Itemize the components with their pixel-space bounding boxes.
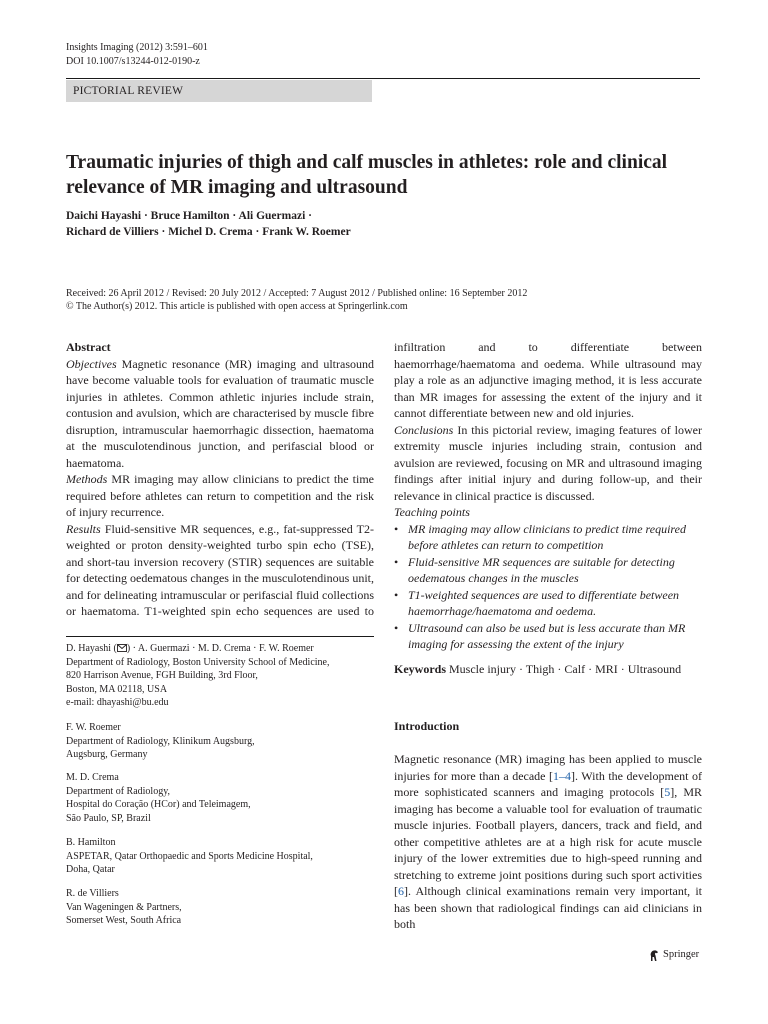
keywords-label: Keywords: [394, 662, 446, 676]
journal-citation: Insights Imaging (2012) 3:591–601: [66, 42, 208, 53]
conclusions-label: Conclusions: [394, 422, 454, 437]
publisher-logo: [648, 948, 699, 962]
affiliation-line: Department of Radiology, Klinikum Augsburg,: [66, 735, 255, 747]
teaching-points-label: Teaching points: [394, 505, 470, 519]
footnote-rule: [66, 636, 374, 637]
abstract-objectives: [66, 356, 374, 472]
introduction-body: [394, 751, 702, 933]
teaching-point: • Ultrasound can also be used but is less accurate than MR imaging for assessing the extent of the injury: [394, 620, 702, 653]
methods-text: MR imaging may allow clinicians to predict the time required before athletes can return to competition and the risk of injury recurrence.: [66, 472, 374, 519]
affiliation-authors: [66, 642, 374, 656]
envelope-icon[interactable]: [117, 644, 127, 652]
affiliation-authors: F. W. Roemer: [66, 722, 121, 733]
received-dates: Received: 26 April 2012 / Revised: 20 July 2012 / Accepted: 7 August 2012 / Published online: 16 September 2012: [66, 288, 528, 299]
affiliation-block: [66, 721, 374, 762]
intro-text: ]. Although clinical examinations remain very important, it has been shown that radiological findings can aid clinicians in both: [394, 884, 702, 931]
intro-text: Magnetic resonance (MR) imaging has been applied to muscle injuries for more than a decade [: [394, 752, 702, 783]
affiliation-line: 820 Harrison Avenue, FGH Building, 3rd Floor,: [66, 670, 258, 681]
section-label: PICTORIAL REVIEW: [66, 80, 372, 102]
affiliation-line: Department of Radiology,: [66, 785, 171, 797]
affiliation-line: São Paulo, SP, Brazil: [66, 812, 151, 824]
doi: DOI 10.1007/s13244-012-0190-z: [66, 56, 200, 67]
affiliation-authors-text: ) · A. Guermazi · M. D. Crema · F. W. Roemer: [126, 643, 314, 654]
citation-link[interactable]: 6: [398, 884, 404, 898]
springer-horse-icon: [648, 949, 660, 962]
author-list: [66, 208, 686, 240]
results-continuation: infiltration and to differentiate between haemorrhage/haematoma and oedema. While ultrasound may play a role as an adjunctive imaging method, it is less accurate than MR images for assessing the extent of the injury and it cannot differentiate between new and old injuries.: [394, 340, 702, 420]
abstract-methods: [66, 471, 374, 521]
affiliation-block: [66, 887, 374, 928]
affiliation-line: Boston, MA 02118, USA: [66, 683, 168, 695]
affiliation-authors: R. de Villiers: [66, 888, 119, 899]
article-history: [66, 288, 686, 313]
affiliation-block: [66, 642, 374, 710]
citation-link[interactable]: 5: [664, 785, 671, 799]
intro-text: ], MR imaging has become a valuable tool for evaluation of traumatic muscle injuries. Football players, dancers, track and field, and other competitive athletes are at a high risk for acute muscle injury of the lower extremities due to high-speed running and stretching to extreme joint positions during such sport activities [: [394, 785, 703, 898]
affiliation-authors-text: D. Hayashi (: [66, 643, 117, 654]
affiliation-authors: B. Hamilton: [66, 837, 116, 848]
header-rule: [66, 78, 700, 79]
affiliation-block: [66, 836, 374, 877]
results-label: Results: [66, 521, 101, 536]
citation-link[interactable]: 1–4: [553, 768, 572, 783]
abstract-conclusions: [394, 422, 702, 505]
affiliation-line: Doha, Qatar: [66, 864, 115, 875]
affiliation-line: Hospital do Coração (HCor) and Teleimagem,: [66, 799, 251, 810]
author-line: Richard de Villiers · Michel D. Crema · Frank W. Roemer: [66, 226, 351, 238]
intro-text: ]. With the development of more sophisticated scanners and imaging protocols [: [394, 768, 702, 799]
affiliation-line: Van Wageningen & Partners,: [66, 901, 182, 913]
publisher-name: Springer: [663, 949, 700, 960]
teaching-points-list: [394, 521, 702, 653]
article-title: Traumatic injuries of thigh and calf muscles in athletes: role and clinical relevance of MR imaging and ultrasound: [66, 152, 668, 199]
affiliation-line: Department of Radiology, Boston University School of Medicine,: [66, 656, 330, 668]
introduction-heading: Introduction: [394, 719, 460, 733]
abstract-heading: Abstract: [66, 340, 111, 354]
introduction-paragraph: [394, 751, 702, 933]
abstract-results: [66, 521, 374, 622]
abstract-column: [66, 339, 374, 622]
results-text: Fluid-sensitive MR sequences, e.g., fat-suppressed T2-weighted or proton density-weighted turbo spin echo (TSE), and short-tau inversion recovery (STIR) sequences are suitable for detecting oedematous changes in the musculotendinous unit, and for delineating intramuscular or perifascial fluid collections or haematoma. T1-weighted spin echo sequences are used to: [66, 521, 374, 618]
keywords-text: Muscle injury · Thigh · Calf · MRI · Ultrasound: [449, 662, 682, 676]
keywords: [394, 661, 702, 678]
objectives-text: Magnetic resonance (MR) imaging and ultrasound have become valuable tools for evaluation of traumatic muscle injuries in athletes. Common athletic injuries include strain, contusion and avulsion, which are characterised by muscle fibre disruption, intramuscular haemorrhagic dissection, haematoma at the musculotendinous junction, and perifascial blood or haematoma.: [66, 356, 374, 470]
teaching-point: • MR imaging may allow clinicians to predict time required before athletes can return to competition: [394, 521, 702, 554]
abstract-continuation: [394, 339, 702, 653]
author-line: Daichi Hayashi · Bruce Hamilton · Ali Guermazi ·: [66, 210, 312, 222]
conclusions-text: In this pictorial review, imaging features of lower extremity muscle injuries including strain, contusion and avulsion are reviewed, focusing on MR and ultrasound imaging findings after initial injury and during follow-up, and their relevance in clinical practice is discussed.: [394, 422, 702, 503]
copyright-notice: © The Author(s) 2012. This article is published with open access at Springerlink.com: [66, 300, 408, 312]
objectives-label: Objectives: [66, 356, 117, 371]
teaching-point: • Fluid-sensitive MR sequences are suitable for detecting oedematous changes in the muscles: [394, 554, 702, 587]
affiliation-line: ASPETAR, Qatar Orthopaedic and Sports Medicine Hospital,: [66, 850, 313, 862]
affiliation-authors: M. D. Crema: [66, 772, 119, 783]
affiliation-line: Augsburg, Germany: [66, 749, 148, 760]
affiliation-line: Somerset West, South Africa: [66, 915, 182, 926]
teaching-point: • T1-weighted sequences are used to differentiate between haemorrhage/haematoma and oedema.: [394, 587, 702, 620]
email-link[interactable]: e-mail: dhayashi@bu.edu: [66, 697, 169, 708]
affiliation-block: [66, 771, 374, 825]
methods-label: Methods: [66, 472, 108, 486]
